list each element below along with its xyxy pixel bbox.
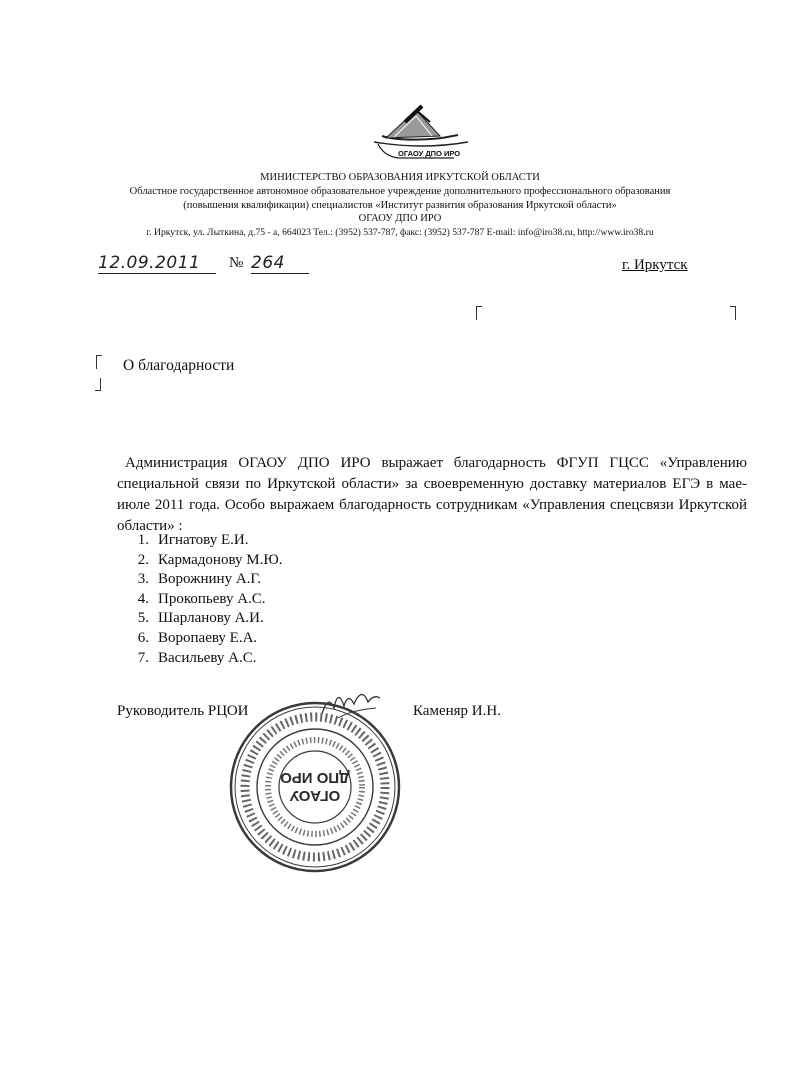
list-item-number: 2. [137, 551, 149, 568]
list-item-number: 7. [137, 649, 149, 666]
list-item-number: 3. [137, 571, 149, 588]
signature-name: Каменяр И.Н. [413, 703, 501, 719]
list-item [116, 570, 283, 590]
signature-title: Руководитель РЦОИ [117, 703, 249, 719]
list-item-number: 1. [137, 532, 149, 548]
list-item-name: Прокопьеву А.С. [158, 590, 266, 607]
city: г. Иркутск [622, 257, 688, 273]
body-paragraph: Администрация ОГАОУ ДПО ИРО выражает благодарность ФГУП ГЦСС «Управлению специальной связи по Иркутской области» за своевременную доставку материалов ЕГЭ в мае-июле 2011 года. Особо выражаем благодарность сотрудникам «Управления спецсвязи Иркутской области» : [117, 455, 747, 534]
stamp-seal-icon [225, 697, 405, 877]
list-item-name: Васильеву А.С. [158, 649, 257, 666]
list-item-name: Ворожнину А.Г. [158, 571, 262, 588]
list-item [116, 609, 283, 629]
list-item [116, 531, 283, 551]
list-item-number: 6. [137, 629, 149, 646]
stamp-text-top: ОГАОУ [289, 787, 341, 804]
list-item-name: Кармадонову М.Ю. [158, 551, 283, 568]
number-label: № [229, 255, 244, 271]
list-item-name: Шарланову А.И. [158, 610, 264, 627]
date-field [98, 253, 216, 274]
number-value: 264 [251, 253, 285, 273]
address-bracket-left [476, 306, 482, 320]
list-item-name: Воропаеву Е.А. [158, 629, 258, 646]
address-line: г. Иркутск, ул. Лыткина, д.75 - а, 664023 Тел.: (3952) 537-787, факс: (3952) 537-787 E-mail: info@iro38.ru, http://www.iro38.ru [146, 227, 654, 238]
address-bracket-right [730, 306, 736, 320]
official-stamp [225, 697, 405, 877]
number-field [251, 253, 309, 274]
institution-short-name: ОГАОУ ДПО ИРО [358, 213, 442, 224]
subject-bracket-bottom [95, 378, 101, 391]
list-item-number: 5. [137, 610, 149, 627]
stamp-text-bottom: ДПО ИРО [280, 769, 350, 786]
names-list [116, 531, 283, 668]
subject-bracket-top [96, 355, 102, 369]
date-value: 12.09.2011 [98, 253, 201, 273]
logo-caption: ОГАОУ ДПО ИРО [398, 149, 461, 158]
logo-emblem-icon [372, 98, 472, 164]
list-item [116, 551, 283, 571]
institution-line-1: Областное государственное автономное образовательное учреждение дополнительного профессионального образования [129, 186, 671, 197]
logo [372, 98, 472, 164]
institution-line-2: (повышения квалификации) специалистов «Институт развития образования Иркутской области» [183, 200, 617, 211]
subject-line: О благодарности [123, 357, 235, 374]
list-item-name: Игнатову Е.И. [158, 532, 249, 548]
list-item [116, 649, 283, 669]
ministry-name: МИНИСТЕРСТВО ОБРАЗОВАНИЯ ИРКУТСКОЙ ОБЛАСТИ [260, 172, 540, 183]
list-item-number: 4. [137, 590, 149, 607]
list-item [116, 590, 283, 610]
list-item [116, 629, 283, 649]
